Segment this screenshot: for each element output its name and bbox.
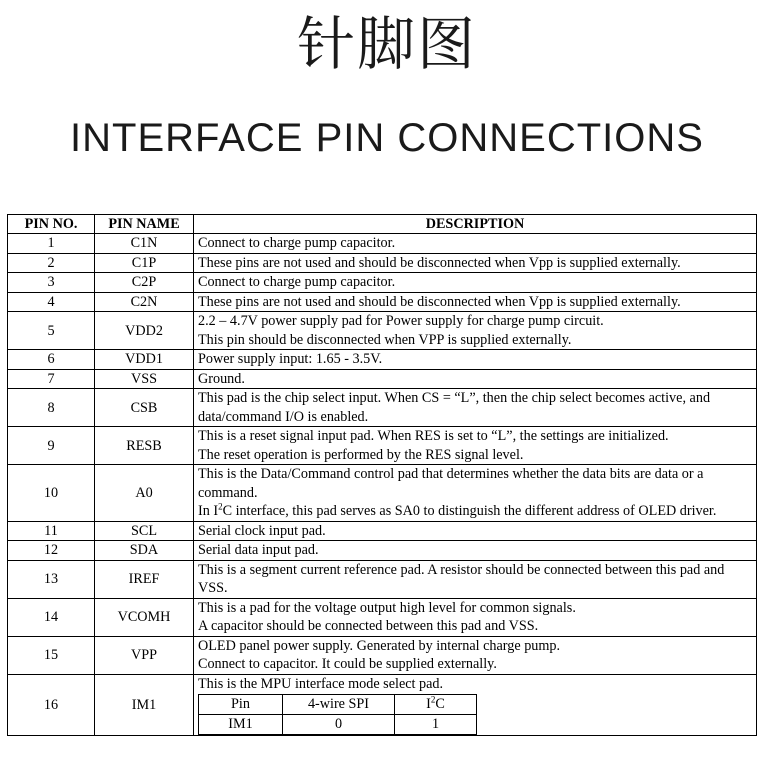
pin-name: IREF <box>95 560 194 598</box>
page-title-english: INTERFACE PIN CONNECTIONS <box>70 116 704 160</box>
pin-number: 9 <box>8 427 95 465</box>
header-description: DESCRIPTION <box>194 215 757 234</box>
pin-number: 1 <box>8 234 95 254</box>
pin-number: 2 <box>8 253 95 273</box>
description-line: Serial data input pad. <box>198 542 319 558</box>
table-row <box>8 541 757 561</box>
description-line <box>198 502 752 521</box>
pin-description <box>194 465 757 522</box>
pin-name: VSS <box>95 369 194 389</box>
table-row <box>8 369 757 389</box>
table-row <box>8 427 757 465</box>
pin-number: 15 <box>8 636 95 674</box>
description-line: Connect to capacitor. It could be supplied externally. <box>198 656 497 672</box>
mode-table-header-row <box>199 695 477 715</box>
description-line: This is a segment current reference pad. A resistor should be connected between this pad and VSS. <box>198 561 725 596</box>
i2c-text-rest: C interface, this pad serves as SA0 to distinguish the different address of OLED driver. <box>222 503 717 519</box>
pin-number: 5 <box>8 312 95 350</box>
description-line: 2.2 – 4.7V power supply pad for Power supply for charge pump circuit. <box>198 313 604 329</box>
pin-name: C2P <box>95 273 194 293</box>
interface-mode-table <box>198 694 477 735</box>
mode-pin: IM1 <box>199 715 283 735</box>
pin-number: 3 <box>8 273 95 293</box>
pin-name: VDD2 <box>95 312 194 350</box>
pin-description <box>194 389 757 427</box>
table-row <box>8 560 757 598</box>
description-line: OLED panel power supply. Generated by internal charge pump. <box>198 637 561 654</box>
table-row <box>8 521 757 541</box>
pin-name: RESB <box>95 427 194 465</box>
pin-description <box>194 253 757 273</box>
table-row <box>8 465 757 522</box>
description-line: Connect to charge pump capacitor. <box>198 274 396 290</box>
pin-number: 8 <box>8 389 95 427</box>
pin-description <box>194 541 757 561</box>
table-header-row <box>8 215 757 234</box>
pin-name: SDA <box>95 541 194 561</box>
pin-name: VCOMH <box>95 598 194 636</box>
description-line: A capacitor should be connected between this pad and VSS. <box>198 618 539 634</box>
description-line: Connect to charge pump capacitor. <box>198 235 396 251</box>
pin-number: 6 <box>8 350 95 370</box>
i2c-text: In I <box>198 503 219 519</box>
pin-name: VDD1 <box>95 350 194 370</box>
mode-table-row <box>199 715 477 735</box>
pin-description <box>194 350 757 370</box>
table-row <box>8 389 757 427</box>
pin-name: SCL <box>95 521 194 541</box>
pin-number: 10 <box>8 465 95 522</box>
pin-name: IM1 <box>95 674 194 736</box>
table-row <box>8 636 757 674</box>
pin-description <box>194 521 757 541</box>
pin-description <box>194 273 757 293</box>
description-line: This pad is the chip select input. When CS = “L”, then the chip select becomes active, and data/command I/O is enabled. <box>198 390 711 425</box>
superscript: 2 <box>218 501 223 512</box>
header-pin-name: PIN NAME <box>95 215 194 234</box>
pin-description <box>194 636 757 674</box>
mode-header-i2c <box>395 695 477 715</box>
description-line: This is the Data/Command control pad that determines whether the data bits are data or a command. <box>198 466 704 501</box>
i2c-label: I <box>426 696 431 712</box>
table-row <box>8 253 757 273</box>
pin-description <box>194 427 757 465</box>
table-row <box>8 598 757 636</box>
pin-number: 16 <box>8 674 95 736</box>
mode-spi-value: 0 <box>283 715 395 735</box>
pin-number: 12 <box>8 541 95 561</box>
description-line: Ground. <box>198 370 245 387</box>
pin-connections-table <box>7 214 757 736</box>
pin-number: 4 <box>8 292 95 312</box>
pin-description <box>194 312 757 350</box>
description-line: The reset operation is performed by the RES signal level. <box>198 446 524 463</box>
description-line: These pins are not used and should be disconnected when Vpp is supplied externally. <box>198 293 681 310</box>
pin-name: VPP <box>95 636 194 674</box>
pin-number: 11 <box>8 521 95 541</box>
pin-name: C1P <box>95 253 194 273</box>
header-pin-no: PIN NO. <box>8 215 95 234</box>
mode-i2c-value: 1 <box>395 715 477 735</box>
description-line: This is a pad for the voltage output high level for common signals. <box>198 599 576 616</box>
pin-name: CSB <box>95 389 194 427</box>
pin-description <box>194 234 757 254</box>
i2c-label-rest: C <box>435 696 445 712</box>
description-line: This is the MPU interface mode select pad. <box>198 675 444 692</box>
pin-name: A0 <box>95 465 194 522</box>
table-row <box>8 292 757 312</box>
pin-description <box>194 560 757 598</box>
pin-name: C2N <box>95 292 194 312</box>
pin-number: 13 <box>8 560 95 598</box>
description-line: This pin should be disconnected when VPP is supplied externally. <box>198 331 572 348</box>
description-line: These pins are not used and should be disconnected when Vpp is supplied externally. <box>198 254 681 271</box>
table-row <box>8 234 757 254</box>
table-row <box>8 350 757 370</box>
description-line: This is a reset signal input pad. When RES is set to “L”, the settings are initialized. <box>198 428 669 444</box>
pin-description <box>194 369 757 389</box>
table-row <box>8 674 757 736</box>
pin-number: 14 <box>8 598 95 636</box>
table-row <box>8 273 757 293</box>
pin-description <box>194 292 757 312</box>
pin-description <box>194 598 757 636</box>
pin-number: 7 <box>8 369 95 389</box>
page-title-chinese: 针脚图 <box>296 10 477 78</box>
mode-header-pin: Pin <box>199 695 283 715</box>
table-row <box>8 312 757 350</box>
description-line: Serial clock input pad. <box>198 522 326 539</box>
description-line: Power supply input: 1.65 - 3.5V. <box>198 351 383 367</box>
pin-name: C1N <box>95 234 194 254</box>
superscript: 2 <box>430 694 436 705</box>
mode-header-spi: 4-wire SPI <box>283 695 395 715</box>
pin-description <box>194 674 757 736</box>
